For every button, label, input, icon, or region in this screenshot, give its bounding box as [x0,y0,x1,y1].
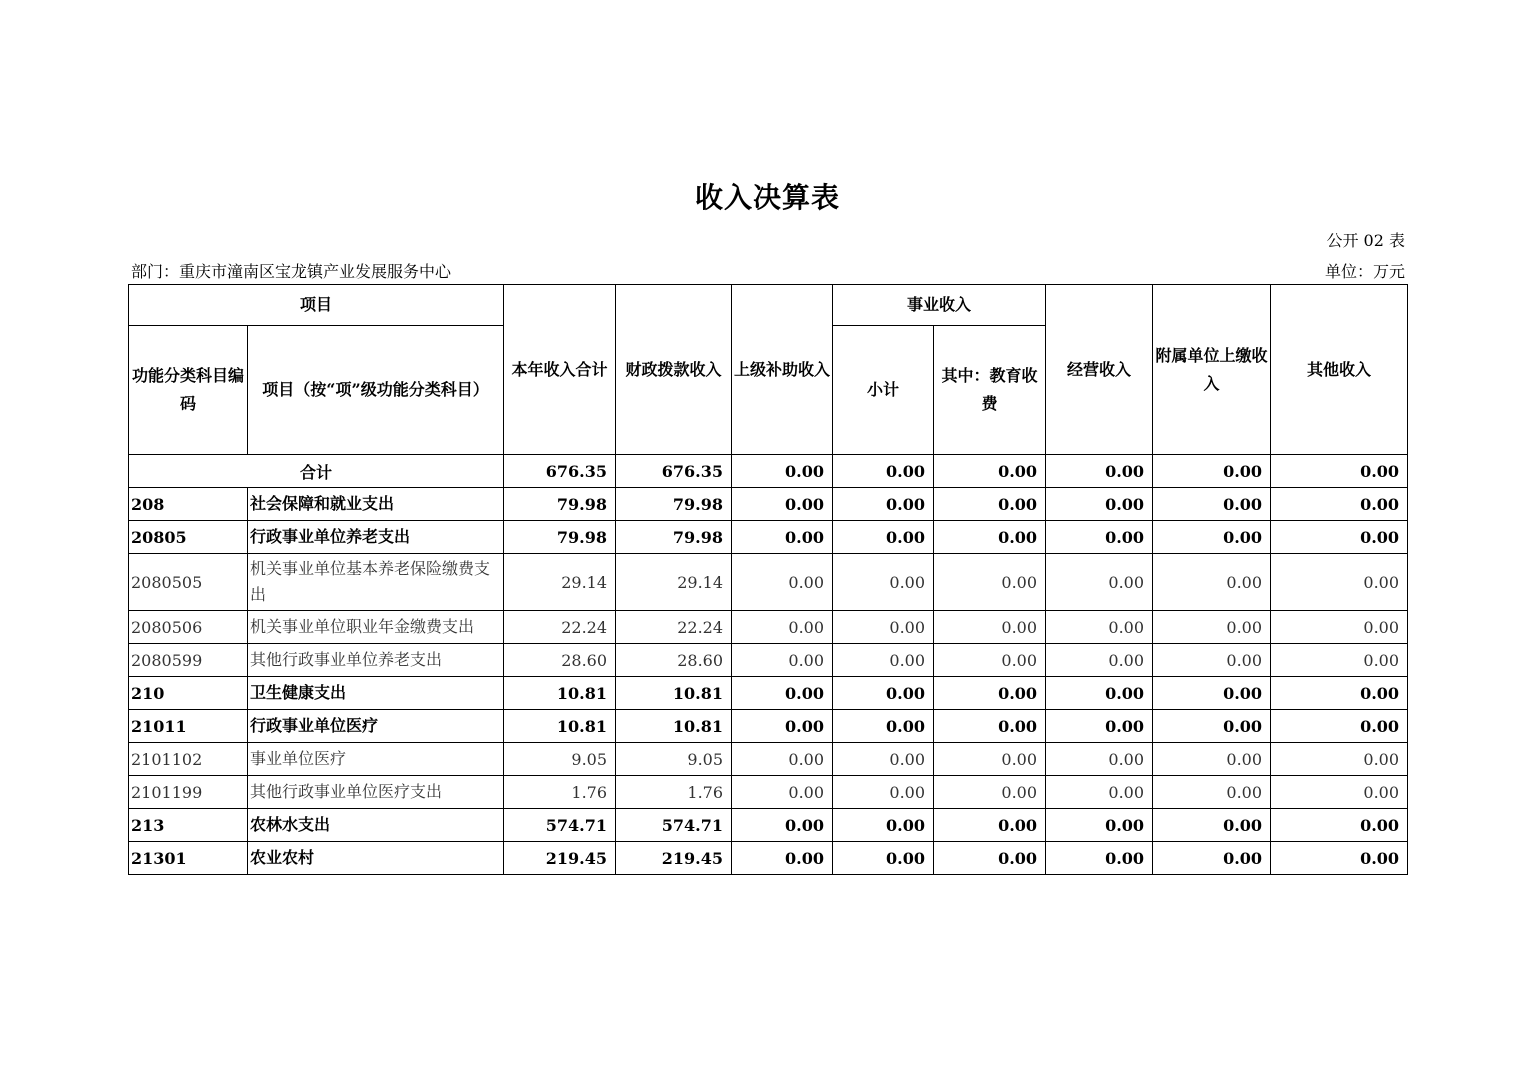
total-cell: 0.00 [934,455,1046,488]
table-row [129,488,1408,521]
row-value: 574.71 [616,809,732,842]
total-cell: 676.35 [616,455,732,488]
total-cell: 0.00 [732,455,833,488]
table-body [129,455,1408,875]
row-value: 1.76 [504,776,616,809]
row-value: 10.81 [504,710,616,743]
row-value: 0.00 [1153,809,1271,842]
row-value: 0.00 [833,776,934,809]
row-value: 0.00 [1271,776,1408,809]
row-value: 10.81 [616,677,732,710]
row-value: 0.00 [1046,611,1153,644]
header-career: 事业收入 [833,285,1046,326]
row-value: 0.00 [1046,776,1153,809]
row-value: 574.71 [504,809,616,842]
header-superior: 上级补助收入 [732,285,833,455]
table-row [129,554,1408,611]
header-business: 经营收入 [1046,285,1153,455]
row-code: 2080505 [129,554,248,611]
row-name: 社会保障和就业支出 [248,488,504,521]
header-total: 本年收入合计 [504,285,616,455]
row-value: 0.00 [1153,743,1271,776]
row-value: 22.24 [504,611,616,644]
total-cell: 676.35 [504,455,616,488]
table-row [129,521,1408,554]
row-value: 0.00 [833,488,934,521]
row-value: 28.60 [504,644,616,677]
row-value: 22.24 [616,611,732,644]
header-subtotal: 小计 [833,326,934,455]
header-item: 项目 [129,285,504,326]
header-edu: 其中：教育收费 [934,326,1046,455]
row-code: 21011 [129,710,248,743]
row-code: 213 [129,809,248,842]
row-value: 0.00 [732,710,833,743]
row-value: 29.14 [616,554,732,611]
row-value: 0.00 [1046,488,1153,521]
table-row [129,776,1408,809]
row-value: 0.00 [934,710,1046,743]
table-row [129,809,1408,842]
row-value: 9.05 [616,743,732,776]
row-value: 0.00 [934,611,1046,644]
header-other: 其他收入 [1271,285,1408,455]
row-value: 0.00 [934,644,1046,677]
row-value: 0.00 [732,842,833,875]
row-value: 0.00 [1153,776,1271,809]
row-value: 0.00 [1271,521,1408,554]
row-value: 0.00 [934,677,1046,710]
row-value: 0.00 [1153,488,1271,521]
row-value: 0.00 [1153,644,1271,677]
row-value: 0.00 [732,488,833,521]
table-row [129,842,1408,875]
row-value: 0.00 [1271,611,1408,644]
row-value: 79.98 [616,521,732,554]
row-code: 21301 [129,842,248,875]
row-value: 0.00 [833,842,934,875]
header-fiscal: 财政拨款收入 [616,285,732,455]
row-value: 0.00 [833,521,934,554]
header-affiliate: 附属单位上缴收入 [1153,285,1271,455]
row-value: 0.00 [934,842,1046,875]
row-value: 0.00 [732,776,833,809]
row-value: 0.00 [1153,521,1271,554]
row-value: 0.00 [1271,710,1408,743]
row-value: 0.00 [732,521,833,554]
row-value: 0.00 [934,488,1046,521]
row-value: 0.00 [1046,521,1153,554]
row-value: 0.00 [1153,554,1271,611]
row-value: 0.00 [1153,710,1271,743]
row-value: 0.00 [732,644,833,677]
row-code: 2101102 [129,743,248,776]
table-row [129,644,1408,677]
row-name: 其他行政事业单位养老支出 [248,644,504,677]
table-row [129,710,1408,743]
row-value: 0.00 [1271,488,1408,521]
row-value: 0.00 [934,809,1046,842]
row-value: 0.00 [1153,677,1271,710]
table-row [129,743,1408,776]
row-value: 1.76 [616,776,732,809]
row-value: 0.00 [1046,644,1153,677]
row-value: 0.00 [1046,710,1153,743]
header-name: 项目（按“项”级功能分类科目） [248,326,504,455]
row-value: 0.00 [732,743,833,776]
row-value: 0.00 [833,677,934,710]
row-code: 2080599 [129,644,248,677]
row-value: 79.98 [504,488,616,521]
row-value: 10.81 [616,710,732,743]
row-name: 行政事业单位医疗 [248,710,504,743]
row-code: 208 [129,488,248,521]
row-value: 0.00 [934,521,1046,554]
row-value: 10.81 [504,677,616,710]
row-code: 2101199 [129,776,248,809]
row-value: 0.00 [732,809,833,842]
row-value: 28.60 [616,644,732,677]
row-value: 0.00 [732,611,833,644]
row-value: 0.00 [833,554,934,611]
row-name: 事业单位医疗 [248,743,504,776]
row-name: 机关事业单位职业年金缴费支出 [248,611,504,644]
row-value: 0.00 [1271,644,1408,677]
row-value: 0.00 [833,644,934,677]
row-name: 机关事业单位基本养老保险缴费支出 [248,554,504,611]
row-value: 219.45 [504,842,616,875]
row-name: 行政事业单位养老支出 [248,521,504,554]
row-name: 其他行政事业单位医疗支出 [248,776,504,809]
row-name: 农林水支出 [248,809,504,842]
row-value: 0.00 [1046,842,1153,875]
total-row [129,455,1408,488]
row-code: 20805 [129,521,248,554]
total-cell: 0.00 [1153,455,1271,488]
row-value: 0.00 [1271,809,1408,842]
row-value: 0.00 [1046,743,1153,776]
row-value: 79.98 [504,521,616,554]
unit-label: 单位：万元 [1324,262,1405,281]
total-cell: 0.00 [833,455,934,488]
row-value: 0.00 [732,677,833,710]
row-value: 0.00 [833,743,934,776]
row-value: 0.00 [1153,842,1271,875]
row-value: 0.00 [1046,677,1153,710]
row-name: 卫生健康支出 [248,677,504,710]
row-value: 0.00 [934,554,1046,611]
row-value: 0.00 [833,611,934,644]
form-number: 公开 02 表 [1326,231,1405,250]
row-value: 0.00 [1271,842,1408,875]
row-value: 0.00 [833,809,934,842]
header-code: 功能分类科目编码 [129,326,248,455]
row-value: 0.00 [1271,743,1408,776]
row-value: 79.98 [616,488,732,521]
row-value: 0.00 [934,776,1046,809]
row-value: 0.00 [1153,611,1271,644]
row-value: 0.00 [1271,677,1408,710]
row-value: 0.00 [833,710,934,743]
row-value: 29.14 [504,554,616,611]
row-value: 0.00 [732,554,833,611]
row-name: 农业农村 [248,842,504,875]
row-value: 0.00 [1046,809,1153,842]
row-value: 0.00 [934,743,1046,776]
row-value: 219.45 [616,842,732,875]
total-label: 合计 [129,455,504,488]
income-table [128,284,1408,875]
row-value: 0.00 [1271,554,1408,611]
total-cell: 0.00 [1046,455,1153,488]
total-cell: 0.00 [1271,455,1408,488]
row-value: 9.05 [504,743,616,776]
row-code: 210 [129,677,248,710]
department-label: 部门：重庆市潼南区宝龙镇产业发展服务中心 [131,262,452,281]
page-title: 收入决算表 [694,181,840,214]
table-row [129,677,1408,710]
table-row [129,611,1408,644]
row-value: 0.00 [1046,554,1153,611]
row-code: 2080506 [129,611,248,644]
